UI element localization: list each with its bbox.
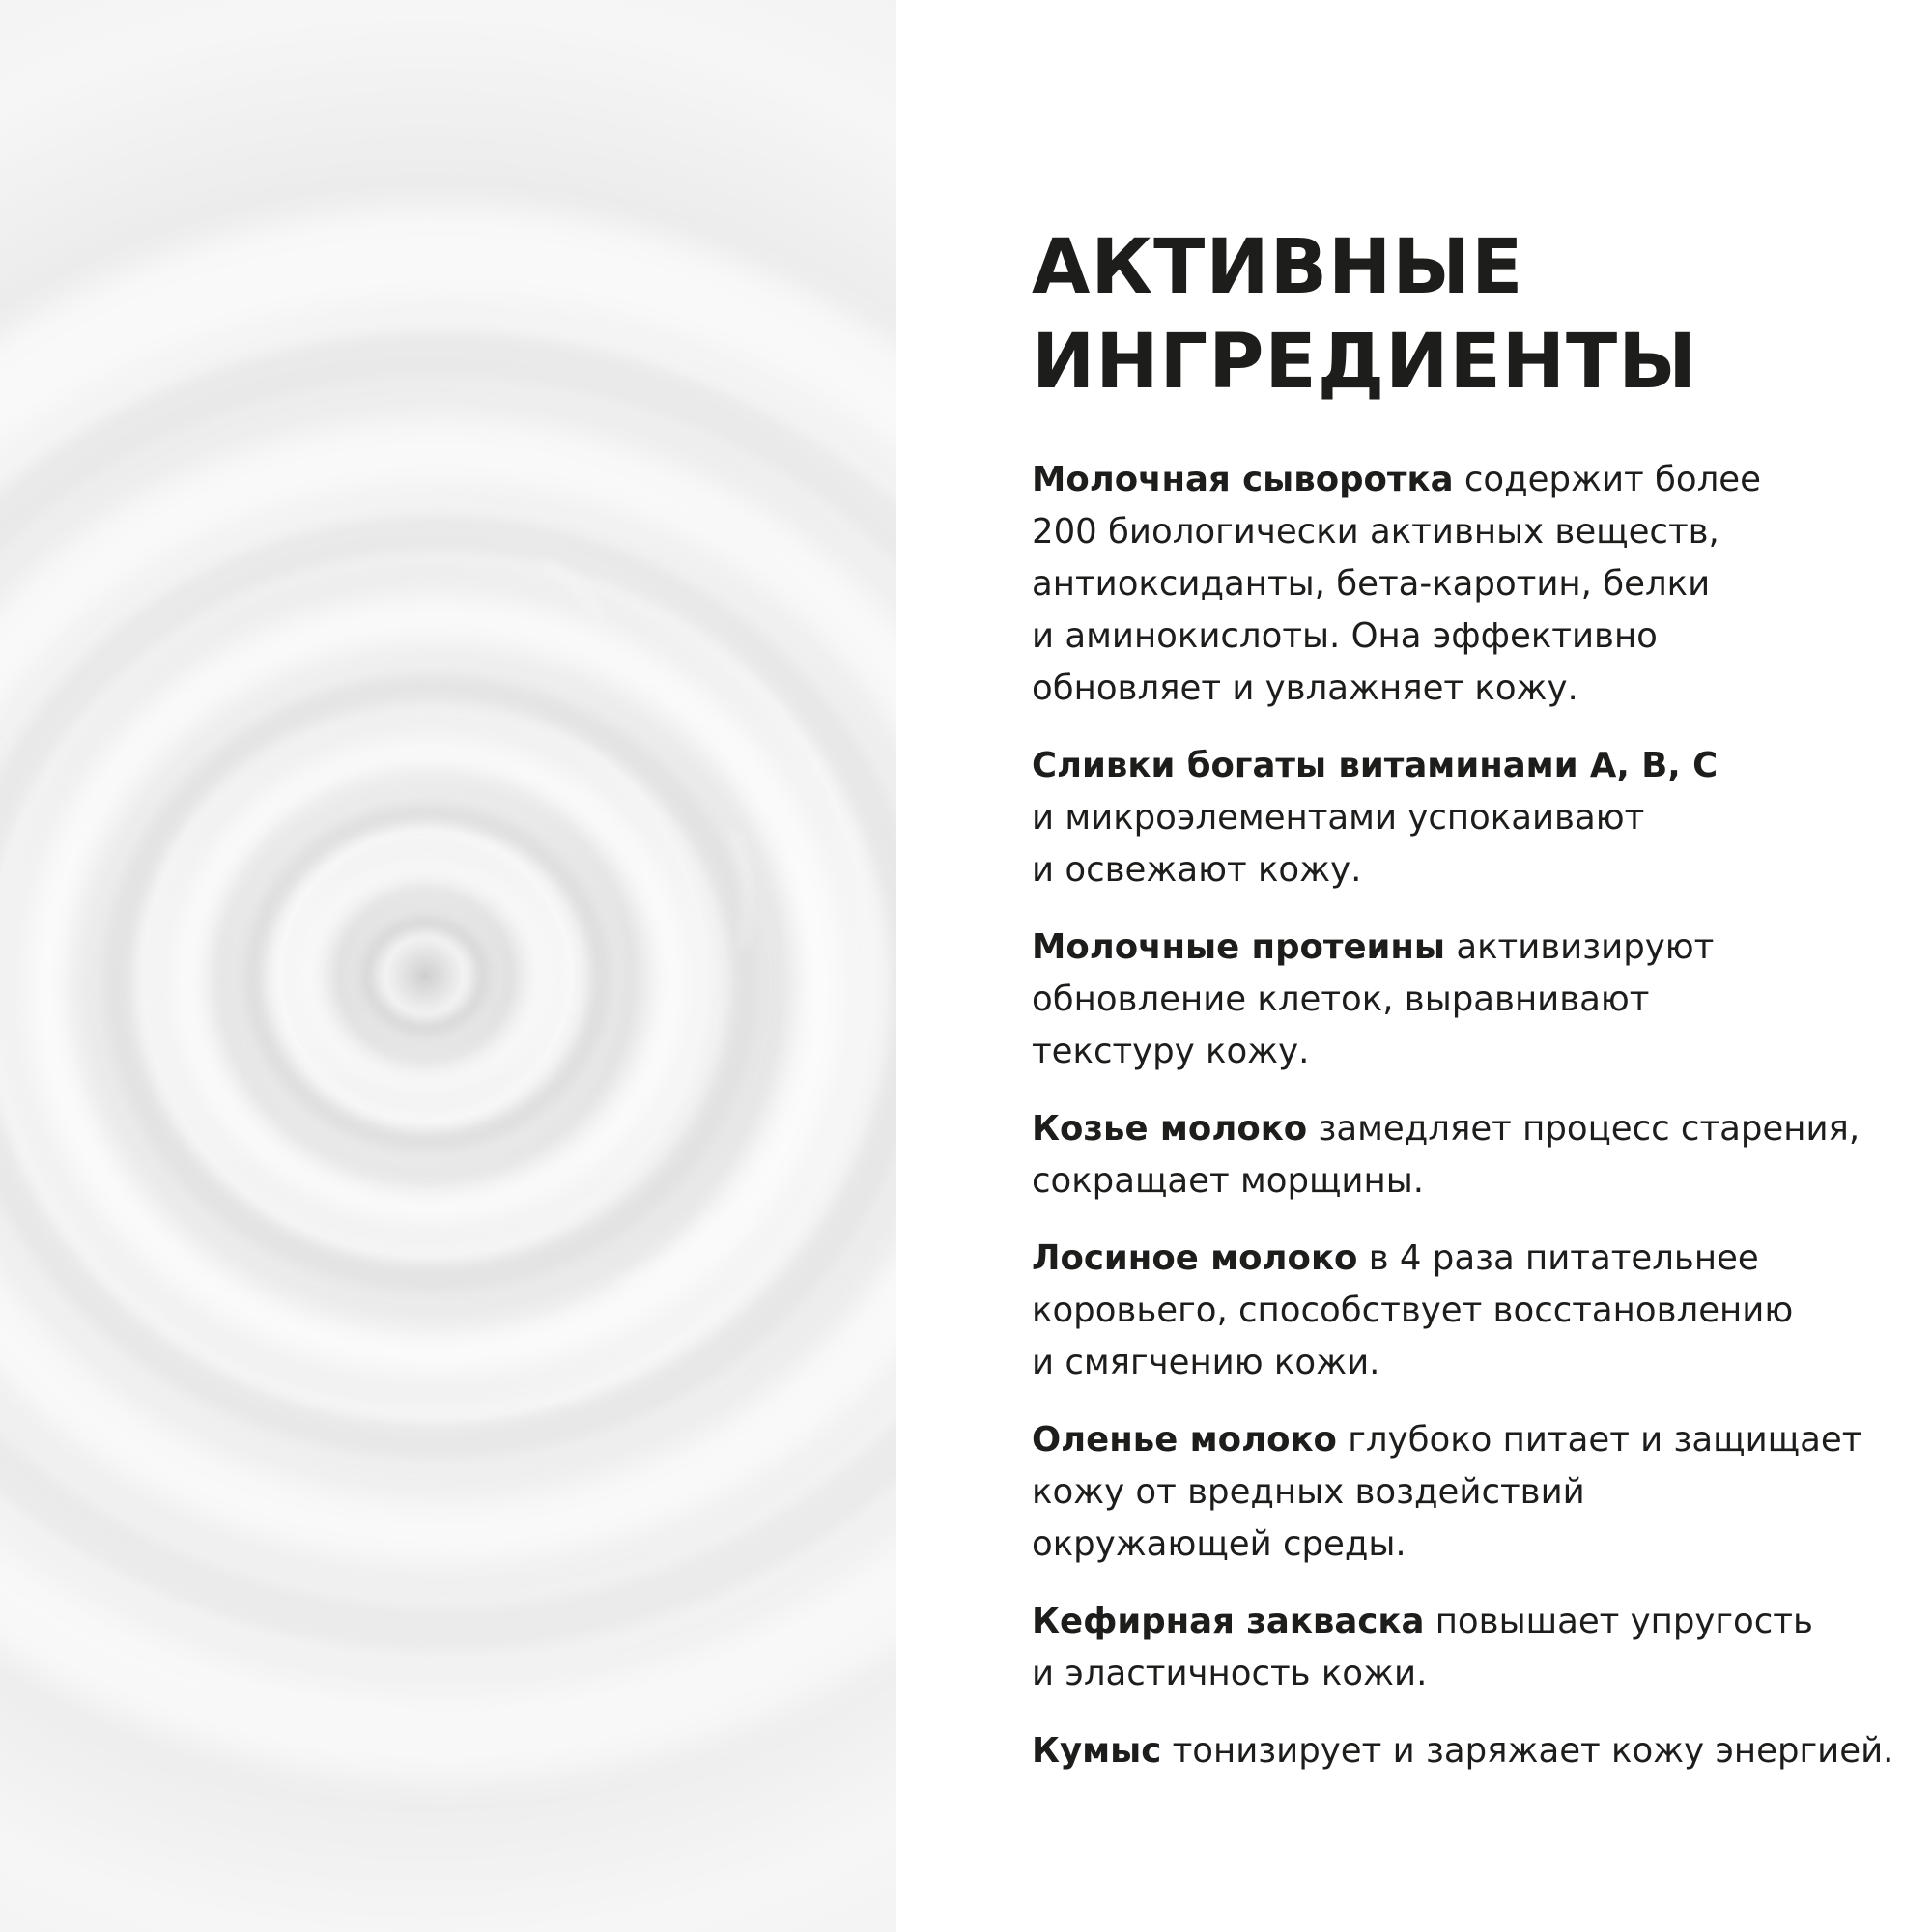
ingredient-kefir-starter (1032, 1596, 1901, 1700)
ingredient-description: глубоко питает и защищает кожу от вредных воздействий окружающей среды. (1032, 1420, 1862, 1564)
ingredient-kumis (1032, 1725, 1901, 1777)
ingredient-milk-whey (1032, 454, 1901, 715)
ingredient-description: содержит более 200 биологически активных веществ, антиоксиданты, бета-каротин, белки и аминокислоты. Она эффективно обновляет и увлажняет кожу. (1032, 460, 1761, 708)
ingredient-name: Кефирная закваска (1032, 1602, 1425, 1641)
page-title-line-2: ИНГРЕДИЕНТЫ (1032, 319, 1698, 406)
ingredients-text-panel (896, 0, 1932, 1932)
ingredient-moose-milk (1032, 1233, 1901, 1389)
ingredient-deer-milk (1032, 1414, 1901, 1571)
ingredient-name: Молочные протеины (1032, 927, 1446, 967)
ingredient-name: Молочная сыворотка (1032, 460, 1454, 499)
milk-ripple-rings (0, 0, 896, 1932)
page-title-line-1: АКТИВНЫЕ (1032, 224, 1524, 311)
ingredient-name: Оленье молоко (1032, 1420, 1337, 1460)
ingredient-name: Сливки богаты витаминами А, В, С (1032, 746, 1719, 785)
ingredient-description: в 4 раза питательнее коровьего, способствует восстановлению и смягчению кожи. (1032, 1238, 1794, 1382)
ingredient-description: тонизирует и заряжает кожу энергией. (1161, 1731, 1894, 1771)
ingredient-name: Кумыс (1032, 1731, 1162, 1771)
ingredient-description: повышает упругость и эластичность кожи. (1032, 1602, 1813, 1693)
ingredient-description: активизируют обновление клеток, выравнивают текстуру кожу. (1032, 927, 1715, 1071)
ingredients-list (1032, 454, 1901, 1803)
ingredient-cream (1032, 740, 1901, 896)
milk-ripple-photo (0, 0, 896, 1932)
ingredient-milk-proteins (1032, 922, 1901, 1078)
ingredient-description: и микроэлементами успокаивают и освежают кожу. (1032, 798, 1645, 890)
ingredient-goat-milk (1032, 1103, 1901, 1208)
page-title (1032, 220, 1882, 410)
ingredient-name: Козье молоко (1032, 1109, 1308, 1149)
ingredient-description: замедляет процесс старения, сокращает морщины. (1032, 1109, 1861, 1201)
ingredient-name: Лосиное молоко (1032, 1238, 1358, 1278)
